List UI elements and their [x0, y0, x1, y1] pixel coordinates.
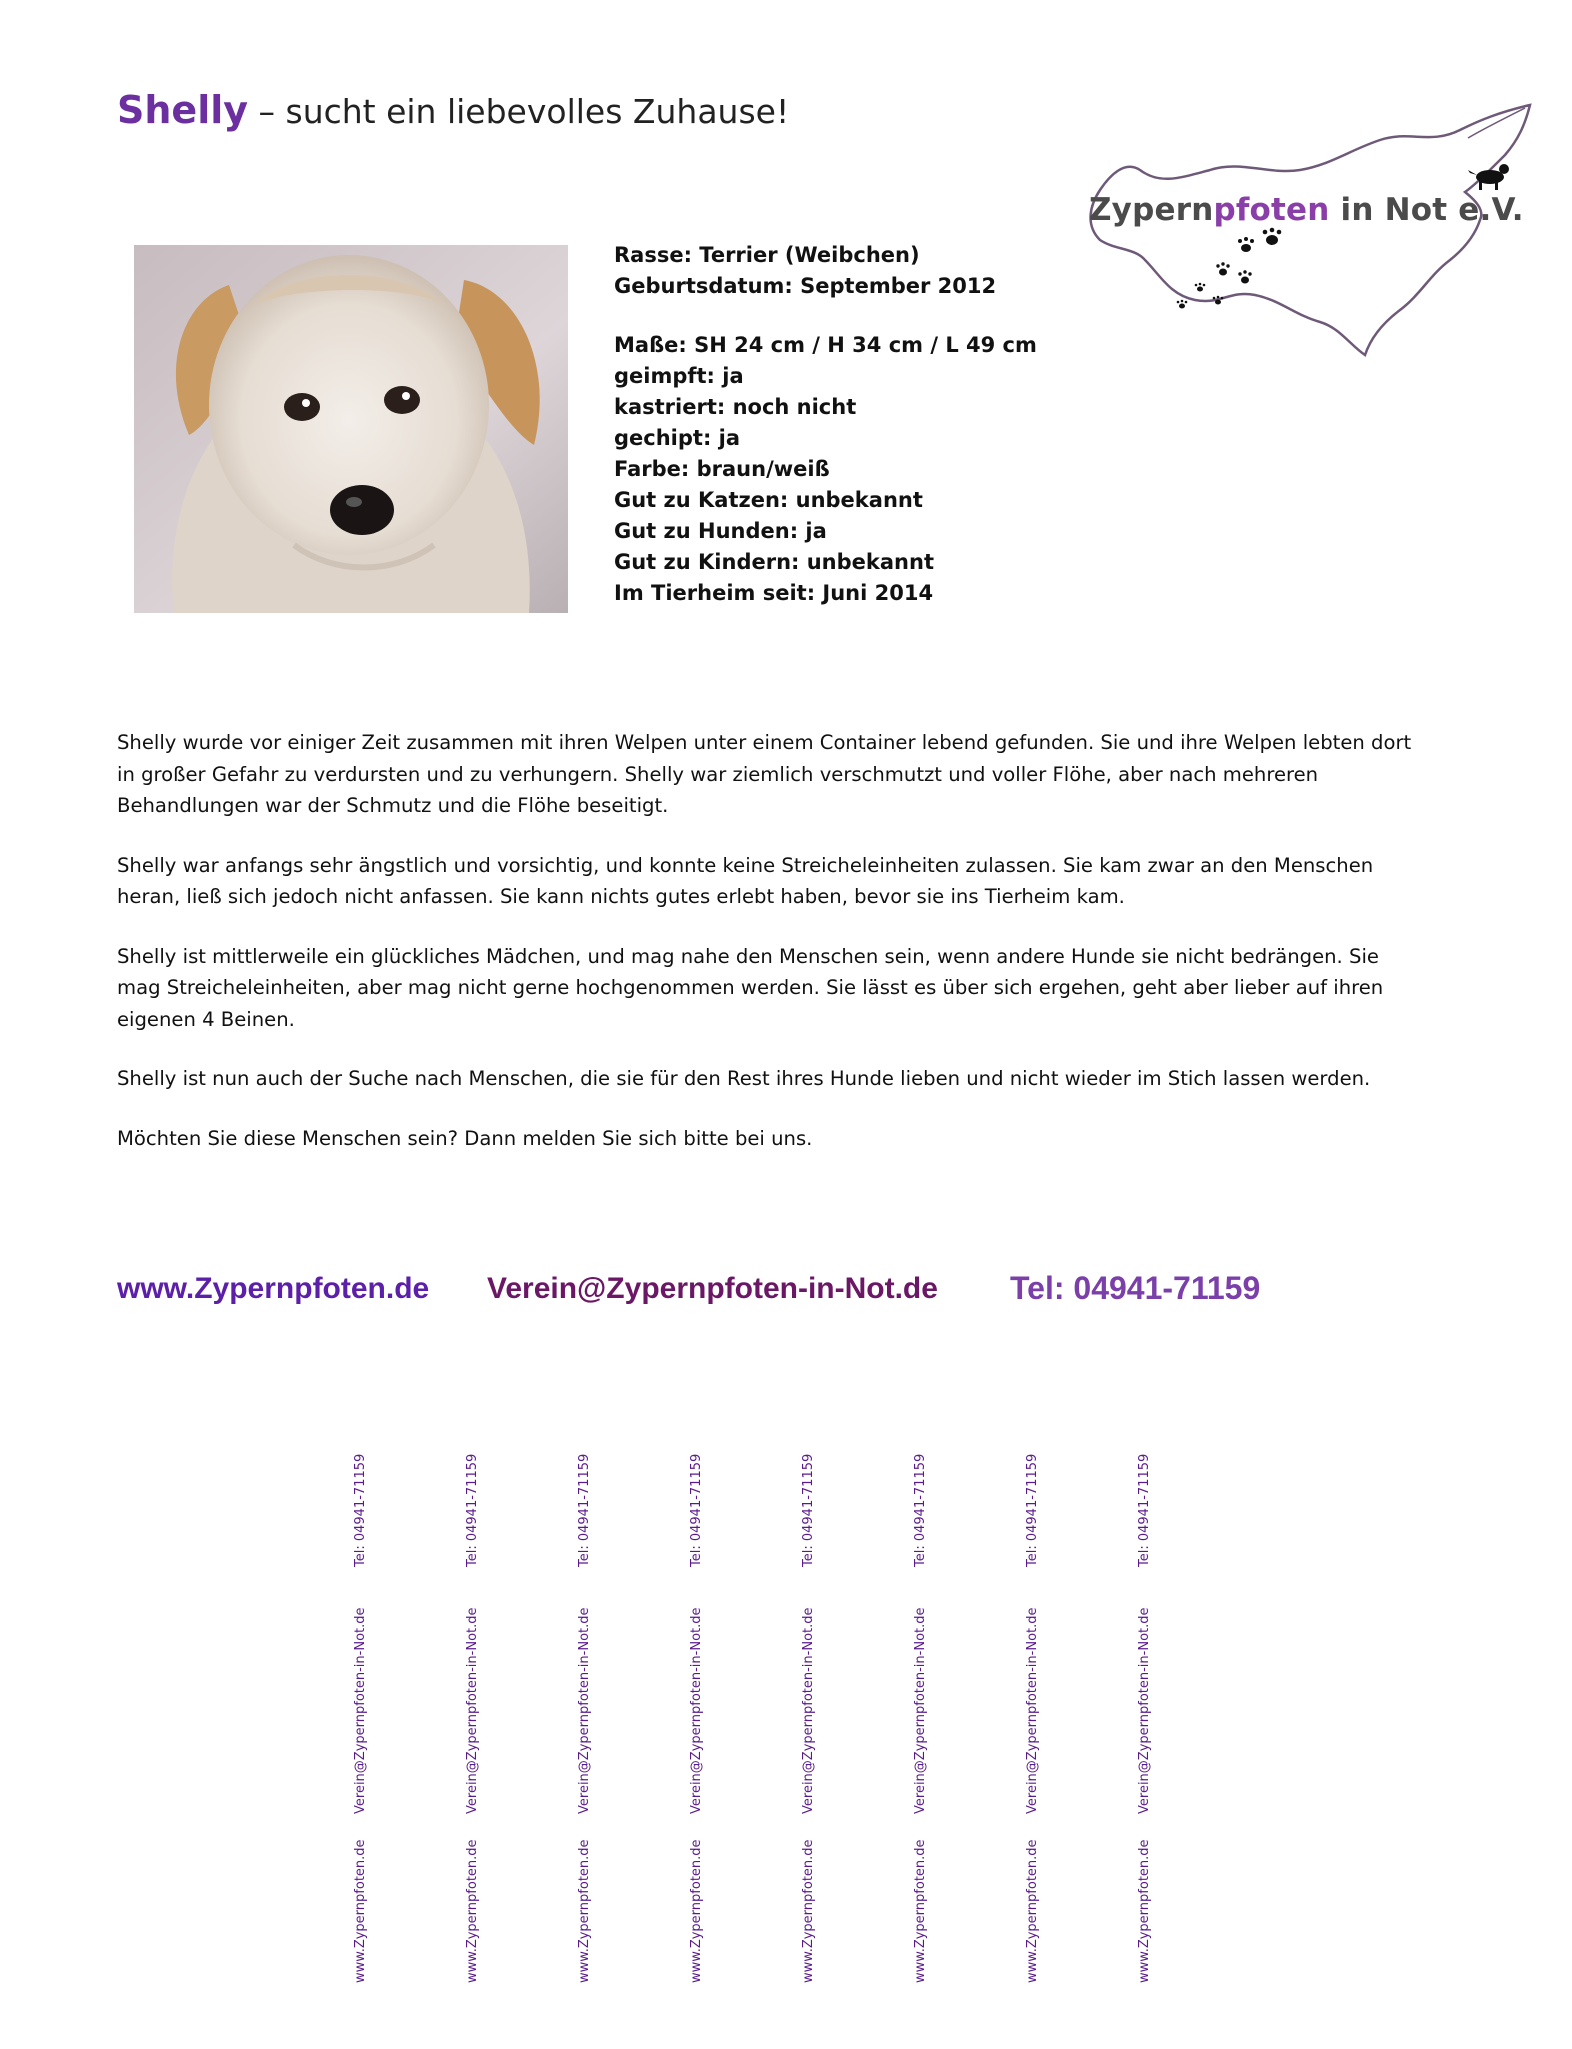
fact-shelter-since: Im Tierheim seit: Juni 2014 — [614, 581, 934, 605]
strip-phone: Tel: 04941-71159 — [801, 1453, 816, 1567]
fact-neutered: kastriert: noch nicht — [614, 395, 857, 419]
paragraph: Shelly ist mittlerweile ein glückliches Mädchen, und mag nahe den Menschen sein, wenn andere Hunde sie nicht bedrängen. Sie mag Streicheleinheiten, aber mag nicht gerne hochgenommen werden. Sie lässt es über sich ergehen, geht aber lieber auf ihren eigenen 4 Beinen. — [117, 944, 1384, 1031]
strip-email: Verein@Zypernpfoten-in-Not.de — [353, 1607, 368, 1814]
cyprus-outline-icon — [1080, 100, 1540, 360]
strip-website: www.Zypernpfoten.de — [1025, 1839, 1040, 1983]
website-link[interactable]: www.Zypernpfoten.de — [117, 1272, 430, 1305]
strip-email: Verein@Zypernpfoten-in-Not.de — [1025, 1607, 1040, 1814]
strip-website: www.Zypernpfoten.de — [1137, 1839, 1152, 1983]
fact-chipped: gechipt: ja — [614, 426, 741, 450]
strip-email: Verein@Zypernpfoten-in-Not.de — [1137, 1607, 1152, 1814]
strip-email: Verein@Zypernpfoten-in-Not.de — [913, 1607, 928, 1814]
strip-website: www.Zypernpfoten.de — [913, 1839, 928, 1983]
tear-off-strip — [346, 1443, 376, 1983]
strip-email: Verein@Zypernpfoten-in-Not.de — [689, 1607, 704, 1814]
tear-off-strip — [1018, 1443, 1048, 1983]
strip-website: www.Zypernpfoten.de — [577, 1839, 592, 1983]
strip-phone: Tel: 04941-71159 — [1137, 1453, 1152, 1567]
fact-children: Gut zu Kindern: unbekannt — [614, 550, 934, 574]
strip-website: www.Zypernpfoten.de — [465, 1839, 480, 1983]
fact-dogs: Gut zu Hunden: ja — [614, 519, 827, 543]
strip-website: www.Zypernpfoten.de — [353, 1839, 368, 1983]
strip-phone: Tel: 04941-71159 — [577, 1453, 592, 1567]
description — [117, 727, 1417, 1182]
paragraph: Shelly wurde vor einiger Zeit zusammen mit ihren Welpen unter einem Container lebend gefunden. Sie und ihre Welpen lebten dort in großer Gefahr zu verdursten und zu verhungern. Shelly war ziemlich verschmutzt und voller Flöhe, aber nach mehreren Behandlungen war der Schmutz und die Flöhe beseitigt. — [117, 731, 1412, 817]
logo-wordmark: Zypernpfoten in Not e.V. — [1089, 192, 1524, 228]
tear-off-strip — [906, 1443, 936, 1983]
tear-off-strip — [682, 1443, 712, 1983]
tear-off-strip — [1130, 1443, 1160, 1983]
strip-email: Verein@Zypernpfoten-in-Not.de — [577, 1607, 592, 1814]
paragraph: Shelly ist nun auch der Suche nach Menschen, die sie für den Rest ihres Hunde lieben und nicht wieder im Stich lassen werden. — [117, 1067, 1371, 1090]
phone-number: Tel: 04941-71159 — [1010, 1270, 1261, 1306]
paragraph: Möchten Sie diese Menschen sein? Dann melden Sie sich bitte bei uns. — [117, 1126, 813, 1150]
strip-website: www.Zypernpfoten.de — [689, 1839, 704, 1983]
fact-cats: Gut zu Katzen: unbekannt — [614, 488, 923, 512]
title-tagline: – sucht ein liebevolles Zuhause! — [248, 92, 790, 131]
dog-photo — [134, 245, 568, 613]
fact-measurements: Maße: SH 24 cm / H 34 cm / L 49 cm — [614, 333, 1037, 357]
tear-off-strip — [794, 1443, 824, 1983]
strip-phone: Tel: 04941-71159 — [465, 1453, 480, 1567]
strip-phone: Tel: 04941-71159 — [913, 1453, 928, 1567]
fact-vaccinated: geimpft: ja — [614, 364, 744, 388]
fact-breed: Rasse: Terrier (Weibchen) — [614, 243, 920, 267]
email-link[interactable]: Verein@Zypernpfoten-in-Not.de — [487, 1272, 938, 1305]
tear-off-strip — [458, 1443, 488, 1983]
org-logo — [1080, 100, 1540, 360]
tear-off-strip — [570, 1443, 600, 1983]
dog-name: Shelly — [117, 88, 249, 132]
fact-birthdate: Geburtsdatum: September 2012 — [614, 274, 997, 298]
strip-phone: Tel: 04941-71159 — [353, 1453, 368, 1567]
page-title — [117, 88, 789, 132]
strip-email: Verein@Zypernpfoten-in-Not.de — [801, 1607, 816, 1814]
fact-color: Farbe: braun/weiß — [614, 457, 830, 481]
paragraph: Shelly war anfangs sehr ängstlich und vorsichtig, und konnte keine Streicheleinheiten zulassen. Sie kam zwar an den Menschen heran, ließ sich jedoch nicht anfassen. Sie kann nichts gutes erlebt haben, bevor sie ins Tierheim kam. — [117, 853, 1374, 908]
strip-phone: Tel: 04941-71159 — [1025, 1453, 1040, 1567]
strip-email: Verein@Zypernpfoten-in-Not.de — [465, 1607, 480, 1814]
strip-website: www.Zypernpfoten.de — [801, 1839, 816, 1983]
strip-phone: Tel: 04941-71159 — [689, 1453, 704, 1567]
dog-facts — [614, 240, 1134, 609]
